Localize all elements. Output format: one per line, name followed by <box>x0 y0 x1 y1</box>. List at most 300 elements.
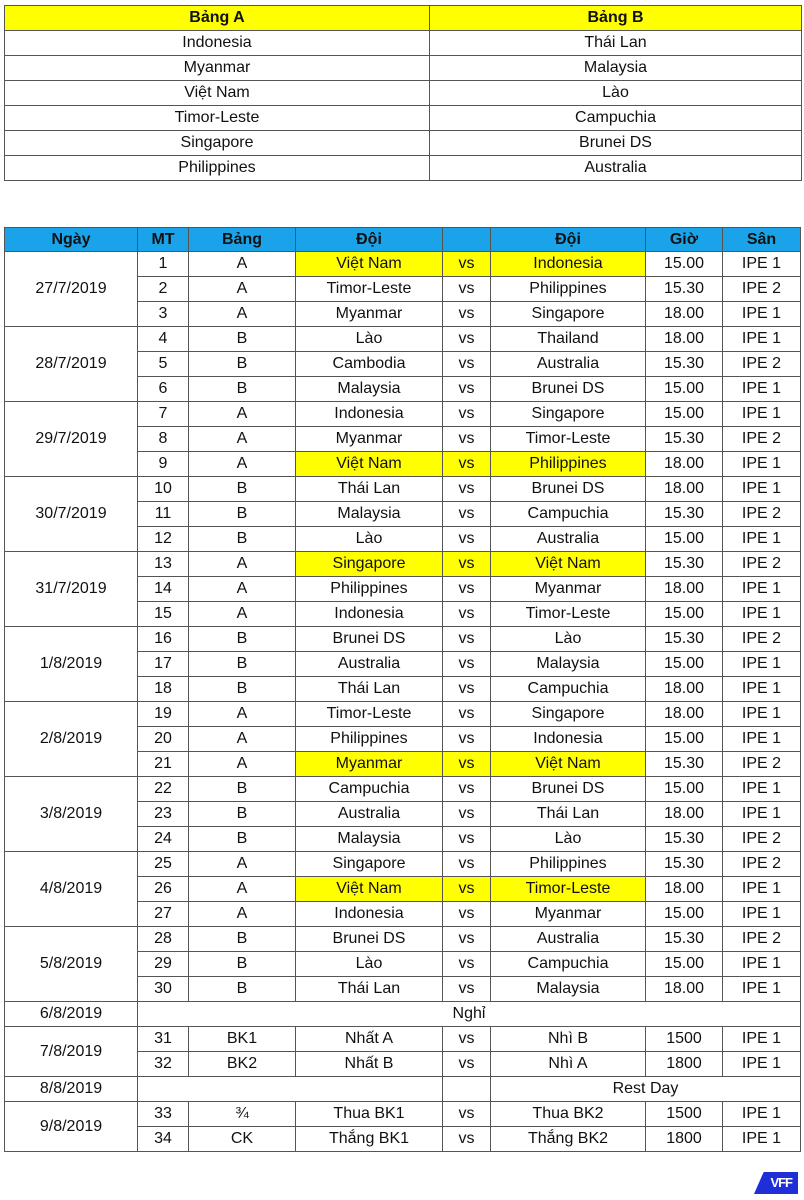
match-time: 15.30 <box>646 852 723 877</box>
match-row <box>5 1027 801 1052</box>
team-home: Brunei DS <box>296 927 443 952</box>
match-number: 8 <box>138 427 189 452</box>
rest-note: Rest Day <box>491 1077 801 1102</box>
team-home: Philippines <box>296 727 443 752</box>
match-number: 10 <box>138 477 189 502</box>
match-row <box>5 327 801 352</box>
team-away: Thailand <box>491 327 646 352</box>
team-home: Lào <box>296 527 443 552</box>
rest-note: Nghỉ <box>138 1002 801 1027</box>
group-a-team: Việt Nam <box>5 81 430 106</box>
group-a-team: Indonesia <box>5 31 430 56</box>
vs-label: vs <box>443 827 491 852</box>
groups-header-row <box>5 6 802 31</box>
match-group: A <box>189 252 296 277</box>
team-home: Thua BK1 <box>296 1102 443 1127</box>
match-venue: IPE 1 <box>723 377 801 402</box>
match-number: 31 <box>138 1027 189 1052</box>
team-away: Myanmar <box>491 902 646 927</box>
vs-label: vs <box>443 677 491 702</box>
match-number: 3 <box>138 302 189 327</box>
match-time: 15.00 <box>646 252 723 277</box>
match-venue: IPE 1 <box>723 952 801 977</box>
match-group: A <box>189 602 296 627</box>
match-venue: IPE 2 <box>723 427 801 452</box>
team-away: Lào <box>491 627 646 652</box>
team-away: Australia <box>491 527 646 552</box>
groups-row <box>5 156 802 181</box>
team-away: Timor-Leste <box>491 602 646 627</box>
group-a-team: Singapore <box>5 131 430 156</box>
vs-label: vs <box>443 377 491 402</box>
vs-label: vs <box>443 927 491 952</box>
match-group: B <box>189 627 296 652</box>
match-row <box>5 477 801 502</box>
match-row <box>5 702 801 727</box>
group-b-team: Campuchia <box>430 106 802 131</box>
team-home: Lào <box>296 952 443 977</box>
vs-label: vs <box>443 902 491 927</box>
team-away: Thái Lan <box>491 802 646 827</box>
group-b-team: Thái Lan <box>430 31 802 56</box>
match-group: B <box>189 477 296 502</box>
match-time: 15.00 <box>646 402 723 427</box>
header-venue: Sân <box>723 228 801 252</box>
vs-label: vs <box>443 1052 491 1077</box>
match-number: 24 <box>138 827 189 852</box>
match-venue: IPE 1 <box>723 1052 801 1077</box>
match-venue: IPE 1 <box>723 477 801 502</box>
match-row <box>5 252 801 277</box>
team-home: Brunei DS <box>296 627 443 652</box>
match-date: 1/8/2019 <box>5 627 138 702</box>
vs-label: vs <box>443 502 491 527</box>
match-time: 18.00 <box>646 452 723 477</box>
vs-label: vs <box>443 727 491 752</box>
team-home: Myanmar <box>296 752 443 777</box>
match-time: 15.00 <box>646 602 723 627</box>
match-group: B <box>189 652 296 677</box>
team-home: Việt Nam <box>296 877 443 902</box>
schedule-table <box>4 227 801 1152</box>
team-away: Timor-Leste <box>491 877 646 902</box>
match-number: 12 <box>138 527 189 552</box>
rest-row <box>5 1002 801 1027</box>
groups-row <box>5 131 802 156</box>
header-team-home: Đội <box>296 228 443 252</box>
vs-label: vs <box>443 702 491 727</box>
match-number: 34 <box>138 1127 189 1152</box>
match-time: 1500 <box>646 1102 723 1127</box>
match-time: 18.00 <box>646 977 723 1002</box>
match-time: 18.00 <box>646 702 723 727</box>
vs-label: vs <box>443 977 491 1002</box>
team-away: Campuchia <box>491 502 646 527</box>
match-group: B <box>189 952 296 977</box>
match-venue: IPE 2 <box>723 627 801 652</box>
match-number: 33 <box>138 1102 189 1127</box>
vs-label: vs <box>443 802 491 827</box>
match-venue: IPE 1 <box>723 1127 801 1152</box>
match-group: A <box>189 852 296 877</box>
team-away: Campuchia <box>491 677 646 702</box>
match-group: B <box>189 502 296 527</box>
match-row <box>5 852 801 877</box>
match-group: A <box>189 702 296 727</box>
match-time: 15.00 <box>646 377 723 402</box>
team-away: Brunei DS <box>491 477 646 502</box>
match-group: A <box>189 577 296 602</box>
vs-label: vs <box>443 852 491 877</box>
team-home: Thái Lan <box>296 477 443 502</box>
vs-label: vs <box>443 527 491 552</box>
match-venue: IPE 1 <box>723 327 801 352</box>
match-venue: IPE 1 <box>723 1102 801 1127</box>
match-group: A <box>189 902 296 927</box>
team-away: Singapore <box>491 702 646 727</box>
header-team-away: Đội <box>491 228 646 252</box>
rest-date: 6/8/2019 <box>5 1002 138 1027</box>
match-number: 23 <box>138 802 189 827</box>
match-time: 1500 <box>646 1027 723 1052</box>
team-away: Việt Nam <box>491 752 646 777</box>
group-a-header: Bảng A <box>5 6 430 31</box>
team-away: Timor-Leste <box>491 427 646 452</box>
group-b-team: Lào <box>430 81 802 106</box>
match-number: 30 <box>138 977 189 1002</box>
match-time: 15.30 <box>646 552 723 577</box>
team-home: Indonesia <box>296 902 443 927</box>
team-away: Lào <box>491 827 646 852</box>
match-number: 17 <box>138 652 189 677</box>
match-date: 28/7/2019 <box>5 327 138 402</box>
match-venue: IPE 2 <box>723 502 801 527</box>
match-venue: IPE 2 <box>723 552 801 577</box>
vs-label: vs <box>443 1027 491 1052</box>
match-group: CK <box>189 1127 296 1152</box>
team-home: Campuchia <box>296 777 443 802</box>
match-number: 9 <box>138 452 189 477</box>
match-number: 28 <box>138 927 189 952</box>
match-time: 18.00 <box>646 802 723 827</box>
team-away: Nhì B <box>491 1027 646 1052</box>
team-away: Philippines <box>491 277 646 302</box>
vs-label: vs <box>443 452 491 477</box>
header-group: Bảng <box>189 228 296 252</box>
team-away: Malaysia <box>491 652 646 677</box>
match-number: 20 <box>138 727 189 752</box>
match-group: B <box>189 977 296 1002</box>
match-number: 26 <box>138 877 189 902</box>
match-number: 13 <box>138 552 189 577</box>
vs-label: vs <box>443 477 491 502</box>
match-time: 15.30 <box>646 627 723 652</box>
team-home: Malaysia <box>296 377 443 402</box>
team-home: Australia <box>296 652 443 677</box>
groups-row <box>5 106 802 131</box>
team-away: Brunei DS <box>491 377 646 402</box>
match-time: 15.30 <box>646 277 723 302</box>
match-group: B <box>189 377 296 402</box>
match-venue: IPE 2 <box>723 752 801 777</box>
team-home: Nhất A <box>296 1027 443 1052</box>
header-date: Ngày <box>5 228 138 252</box>
match-group: BK2 <box>189 1052 296 1077</box>
match-number: 11 <box>138 502 189 527</box>
match-number: 22 <box>138 777 189 802</box>
match-venue: IPE 1 <box>723 602 801 627</box>
match-group: B <box>189 327 296 352</box>
match-row <box>5 927 801 952</box>
match-time: 1800 <box>646 1127 723 1152</box>
vff-logo-text: VFF <box>770 1175 792 1190</box>
header-vs <box>443 228 491 252</box>
team-home: Indonesia <box>296 402 443 427</box>
match-venue: IPE 2 <box>723 827 801 852</box>
group-b-team: Australia <box>430 156 802 181</box>
vs-label: vs <box>443 1127 491 1152</box>
match-row <box>5 627 801 652</box>
match-time: 15.30 <box>646 352 723 377</box>
match-venue: IPE 1 <box>723 527 801 552</box>
team-away: Malaysia <box>491 977 646 1002</box>
team-home: Singapore <box>296 552 443 577</box>
match-time: 15.00 <box>646 777 723 802</box>
match-row <box>5 777 801 802</box>
group-b-header: Bảng B <box>430 6 802 31</box>
match-time: 1800 <box>646 1052 723 1077</box>
match-venue: IPE 1 <box>723 452 801 477</box>
team-home: Lào <box>296 327 443 352</box>
team-away: Indonesia <box>491 252 646 277</box>
vs-label: vs <box>443 602 491 627</box>
team-home: Thắng BK1 <box>296 1127 443 1152</box>
team-away: Singapore <box>491 302 646 327</box>
match-date: 2/8/2019 <box>5 702 138 777</box>
team-home: Indonesia <box>296 602 443 627</box>
match-date: 5/8/2019 <box>5 927 138 1002</box>
team-home: Việt Nam <box>296 452 443 477</box>
team-home: Timor-Leste <box>296 277 443 302</box>
match-number: 1 <box>138 252 189 277</box>
match-number: 19 <box>138 702 189 727</box>
match-group: B <box>189 677 296 702</box>
match-group: A <box>189 752 296 777</box>
team-away: Thắng BK2 <box>491 1127 646 1152</box>
match-date: 7/8/2019 <box>5 1027 138 1077</box>
match-venue: IPE 1 <box>723 1027 801 1052</box>
team-away: Australia <box>491 927 646 952</box>
groups-row <box>5 31 802 56</box>
match-time: 15.00 <box>646 727 723 752</box>
match-venue: IPE 1 <box>723 727 801 752</box>
match-venue: IPE 1 <box>723 402 801 427</box>
match-date: 30/7/2019 <box>5 477 138 552</box>
team-home: Australia <box>296 802 443 827</box>
header-time: Giờ <box>646 228 723 252</box>
match-number: 6 <box>138 377 189 402</box>
match-time: 15.30 <box>646 427 723 452</box>
vff-logo <box>754 1172 798 1194</box>
group-b-team: Brunei DS <box>430 131 802 156</box>
match-time: 15.00 <box>646 902 723 927</box>
match-number: 4 <box>138 327 189 352</box>
team-home: Malaysia <box>296 502 443 527</box>
vs-label: vs <box>443 552 491 577</box>
match-group: B <box>189 927 296 952</box>
match-venue: IPE 1 <box>723 877 801 902</box>
match-venue: IPE 1 <box>723 677 801 702</box>
match-venue: IPE 1 <box>723 577 801 602</box>
match-group: A <box>189 552 296 577</box>
team-home: Nhất B <box>296 1052 443 1077</box>
match-time: 15.30 <box>646 502 723 527</box>
match-group: BK1 <box>189 1027 296 1052</box>
group-a-team: Philippines <box>5 156 430 181</box>
match-group: A <box>189 427 296 452</box>
team-home: Việt Nam <box>296 252 443 277</box>
match-time: 18.00 <box>646 677 723 702</box>
match-time: 18.00 <box>646 877 723 902</box>
rest-empty <box>443 1077 491 1102</box>
team-home: Timor-Leste <box>296 702 443 727</box>
match-group: A <box>189 402 296 427</box>
group-a-team: Timor-Leste <box>5 106 430 131</box>
match-number: 25 <box>138 852 189 877</box>
match-row <box>5 402 801 427</box>
match-group: B <box>189 527 296 552</box>
match-group: A <box>189 727 296 752</box>
team-away: Indonesia <box>491 727 646 752</box>
rest-date: 8/8/2019 <box>5 1077 138 1102</box>
vs-label: vs <box>443 577 491 602</box>
team-away: Brunei DS <box>491 777 646 802</box>
match-venue: IPE 1 <box>723 777 801 802</box>
match-number: 15 <box>138 602 189 627</box>
rest-empty <box>138 1077 443 1102</box>
header-match-number: MT <box>138 228 189 252</box>
vs-label: vs <box>443 652 491 677</box>
match-venue: IPE 1 <box>723 702 801 727</box>
vs-label: vs <box>443 252 491 277</box>
match-venue: IPE 2 <box>723 852 801 877</box>
match-venue: IPE 2 <box>723 352 801 377</box>
match-group: B <box>189 827 296 852</box>
match-time: 15.30 <box>646 827 723 852</box>
match-time: 18.00 <box>646 577 723 602</box>
match-time: 15.30 <box>646 752 723 777</box>
group-b-team: Malaysia <box>430 56 802 81</box>
match-number: 2 <box>138 277 189 302</box>
match-venue: IPE 1 <box>723 902 801 927</box>
schedule-body <box>5 252 801 1152</box>
match-venue: IPE 2 <box>723 277 801 302</box>
groups-row <box>5 81 802 106</box>
match-row <box>5 1102 801 1127</box>
match-group: B <box>189 802 296 827</box>
team-away: Australia <box>491 352 646 377</box>
team-away: Nhì A <box>491 1052 646 1077</box>
match-group: A <box>189 452 296 477</box>
team-away: Philippines <box>491 852 646 877</box>
match-date: 27/7/2019 <box>5 252 138 327</box>
match-number: 14 <box>138 577 189 602</box>
match-venue: IPE 1 <box>723 802 801 827</box>
match-group: A <box>189 302 296 327</box>
match-time: 15.00 <box>646 952 723 977</box>
match-venue: IPE 1 <box>723 977 801 1002</box>
vs-label: vs <box>443 427 491 452</box>
match-number: 16 <box>138 627 189 652</box>
team-away: Singapore <box>491 402 646 427</box>
vs-label: vs <box>443 302 491 327</box>
match-number: 5 <box>138 352 189 377</box>
match-number: 7 <box>138 402 189 427</box>
match-number: 27 <box>138 902 189 927</box>
team-home: Malaysia <box>296 827 443 852</box>
match-number: 21 <box>138 752 189 777</box>
vs-label: vs <box>443 777 491 802</box>
match-time: 15.00 <box>646 652 723 677</box>
vs-label: vs <box>443 402 491 427</box>
match-time: 18.00 <box>646 327 723 352</box>
vs-label: vs <box>443 877 491 902</box>
schedule-header-row <box>5 228 801 252</box>
team-home: Philippines <box>296 577 443 602</box>
match-number: 18 <box>138 677 189 702</box>
group-a-team: Myanmar <box>5 56 430 81</box>
team-away: Việt Nam <box>491 552 646 577</box>
match-venue: IPE 1 <box>723 302 801 327</box>
match-time: 15.30 <box>646 927 723 952</box>
groups-table <box>4 5 802 181</box>
team-home: Thái Lan <box>296 677 443 702</box>
vs-label: vs <box>443 327 491 352</box>
groups-row <box>5 56 802 81</box>
match-venue: IPE 1 <box>723 652 801 677</box>
team-home: Cambodia <box>296 352 443 377</box>
match-time: 18.00 <box>646 477 723 502</box>
match-date: 3/8/2019 <box>5 777 138 852</box>
match-time: 15.00 <box>646 527 723 552</box>
team-home: Thái Lan <box>296 977 443 1002</box>
match-venue: IPE 2 <box>723 927 801 952</box>
team-home: Singapore <box>296 852 443 877</box>
vs-label: vs <box>443 352 491 377</box>
match-venue: IPE 1 <box>723 252 801 277</box>
match-row <box>5 552 801 577</box>
vs-label: vs <box>443 1102 491 1127</box>
match-group: ¾ <box>189 1102 296 1127</box>
match-date: 9/8/2019 <box>5 1102 138 1152</box>
vs-label: vs <box>443 627 491 652</box>
match-date: 4/8/2019 <box>5 852 138 927</box>
match-group: A <box>189 877 296 902</box>
team-home: Myanmar <box>296 302 443 327</box>
team-home: Myanmar <box>296 427 443 452</box>
match-number: 32 <box>138 1052 189 1077</box>
match-date: 29/7/2019 <box>5 402 138 477</box>
team-away: Campuchia <box>491 952 646 977</box>
match-group: B <box>189 352 296 377</box>
match-group: A <box>189 277 296 302</box>
vs-label: vs <box>443 952 491 977</box>
team-away: Myanmar <box>491 577 646 602</box>
match-number: 29 <box>138 952 189 977</box>
match-date: 31/7/2019 <box>5 552 138 627</box>
team-away: Philippines <box>491 452 646 477</box>
match-time: 18.00 <box>646 302 723 327</box>
